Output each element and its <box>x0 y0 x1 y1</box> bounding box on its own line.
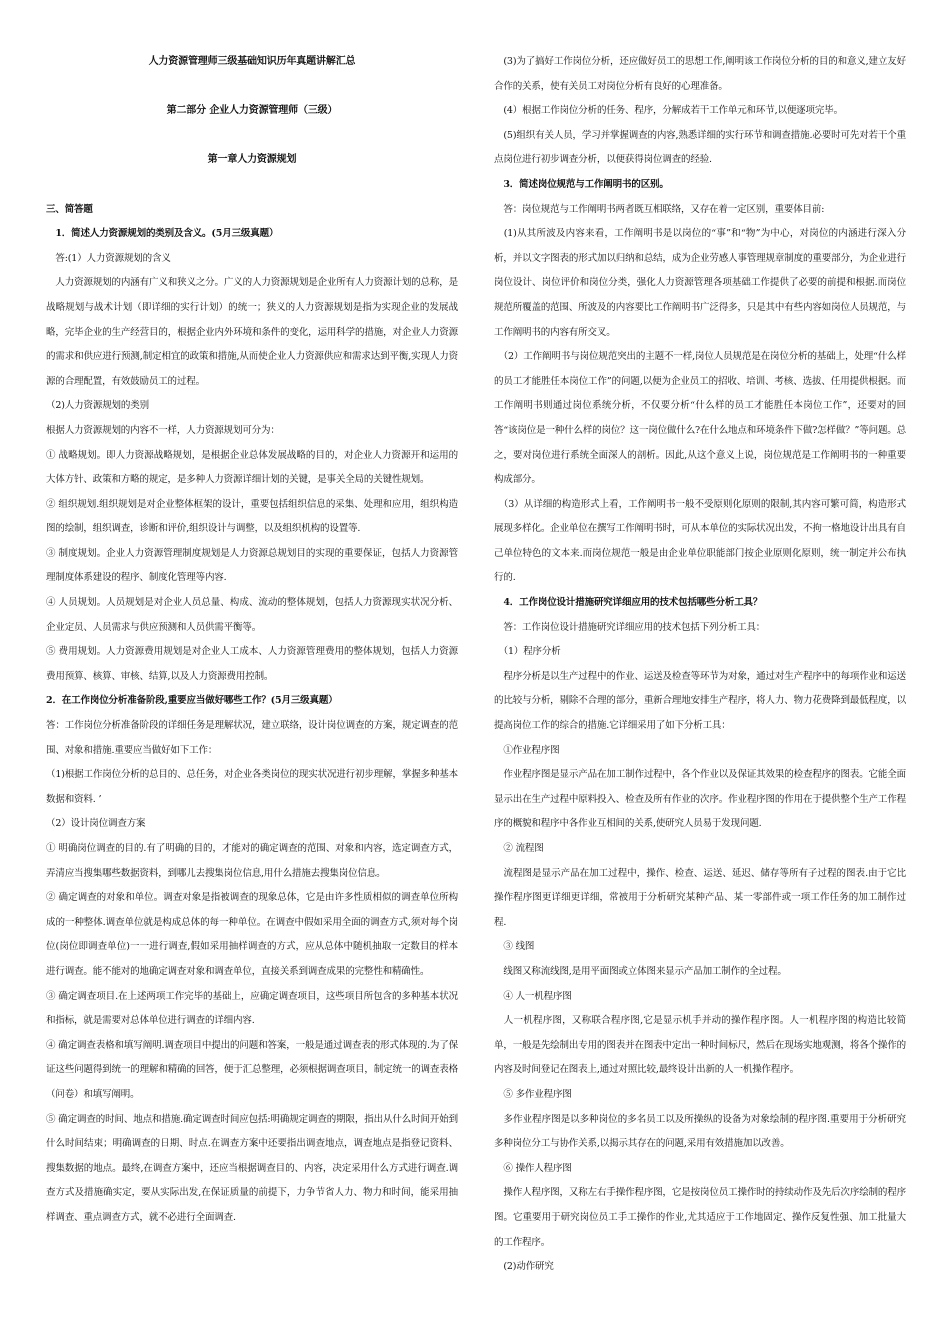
question-heading: 2．在工作岗位分析准备阶段,重要应当做好哪些工作？(5月三级真题） <box>46 695 338 707</box>
left-column <box>46 50 458 1231</box>
paragraph: ④ 确定调查表格和填写阐明.调查项目中提出的问题和答案，一般是通过调查表的形式体现的.为了保证这些问题得到统一的理解和精确的回答，便于汇总整理，必须根据调查项目，制定统一的调查表格（问卷）和填写阐明。 <box>46 1039 458 1100</box>
heading: 第一章人力资源规划 <box>207 154 297 166</box>
paragraph: (5)组织有关人员，学习并掌握调查的内容,熟悉详细的实行环节和调查措施.必要时可先对若干个重点岗位进行初步调查分析，以便获得岗位调查的经验. <box>494 129 906 166</box>
paragraph: ③ 确定调查项目.在上述两项工作完毕的基础上，应确定调查项目，这些项目所包含的多种基本状况和指标，就是需要对总体单位进行调查的详细内容. <box>46 990 458 1027</box>
paragraph: (1)从其所波及内容来看，工作阐明书是以岗位的“事”和“物”为中心，对岗位的内涵进行深入分析，并以文字图表的形式加以归纳和总结，成为企业劳感人事管理规章制度的重要部分，为企业进行岗位设计、岗位评价和岗位分类，强化人力资源管理各项基础工作提供了必要的前提和根据.而岗位规范所覆盖的范围、所波及的内容要比工作阐明书广泛得多，只是其中有些内容如岗位人员规范，与工作阐明书的内容有所交叉。 <box>494 228 906 338</box>
paragraph: (4）根据工作岗位分析的任务、程序，分解成若干工作单元和环节,以便逐项完毕。 <box>494 105 843 117</box>
paragraph: ①作业程序图 <box>494 744 560 756</box>
heading: 人力资源管理师三级基础知识历年真题讲解汇总 <box>148 56 356 67</box>
question-heading: 3．简述岗位规范与工作阐明书的区别。 <box>494 178 669 190</box>
paragraph: 答:(1）人力资源规划的含义 <box>46 252 171 264</box>
right-column <box>494 50 906 1280</box>
paragraph: 多作业程序图是以多种岗位的多名员工以及所操纵的设备为对象绘制的程序图.重要用于分析研究多种岗位分工与协作关系,以揭示其存在的问题,采用有效措施加以改善。 <box>494 1113 906 1150</box>
paragraph: （3）从详细的构造形式上看，工作阐明书一般不受原则化原则的限制,其内容可繁可简，构造形式展现多样化。企业单位在撰写工作阐明书时，可从本单位的实际状况出发，不拘一格地设计出具有自己单位特色的文本来.而岗位规范一般是由企业单位职能部门按企业原则化原则，统一制定并公布执行的. <box>494 498 906 584</box>
spacer <box>46 75 458 100</box>
paragraph: （2）工作阐明书与岗位规范突出的主题不一样,岗位人员规范是在岗位分析的基础上，处理“什么样的员工才能胜任本岗位工作”的问题,以便为企业员工的招收、培训、考核、选拔、任用提供根据。而工作阐明书则通过岗位系统分析，不仅要分析“什么样的员工才能胜任本岗位工作”，还要对的回答“该岗位是一种什么样的岗位？这一岗位做什么?在什么地点和环境条件下做?怎样做？”等问题。总之，要对岗位进行系统全面深人的剖析。因此,从这个意义上说，岗位规范是工作阐明书的一种重要构成部分。 <box>494 351 907 486</box>
paragraph: （1）程序分析 <box>494 646 561 658</box>
paragraph: （2）设计岗位调查方案 <box>46 818 146 830</box>
paragraph: 作业程序图是显示产品在加工制作过程中，各个作业以及保证其效果的检查程序的图表。它能全面显示出在生产过程中原料投入、检查及所有作业的次序。作业程序图的作用在于提供整个生产工作程序的概貌和程序中各作业互相间的关系,使研究人员易于发现问题. <box>494 769 906 830</box>
paragraph: 程序分析是以生产过程中的作业、运送及检查等环节为对象，通过对生产程序中的每项作业和运送的比较与分析，剔除不合理的部分，重新合理地安排生产程序，将人力、物力花费降到最低程度，以提高岗位工作的综合的措施.它详细采用了如下分析工具： <box>494 670 906 732</box>
question-heading: 4．工作岗位设计措施研究详细应用的技术包括哪些分析工具？ <box>494 597 763 609</box>
paragraph: ⑥ 操作人程序图 <box>494 1162 572 1174</box>
paragraph: 答：工作岗位分析准备阶段的详细任务是理解状况，建立联络，设计岗位调查的方案，规定调查的范围、对象和措施.重要应当做好如下工作： <box>46 720 458 756</box>
paragraph: 人力资源规划的内涵有广义和狭义之分。广义的人力资源规划是企业所有人力资源计划的总称，是战略规划与战术计划（即详细的实行计划）的统一；狭义的人力资源规划是指为实现企业的发展战略，完毕企业的生产经营目的，根据企业内外环境和条件的变化，运用科学的措施，对企业人力资源的需求和供应进行预测,制定相宜的政策和措施,从而使企业人力资源供应和需求达到平衡,实现人力资源的合理配置，有效鼓励员工的过程。 <box>46 277 458 387</box>
paragraph: 人一机程序图，又称联合程序图,它是显示机手并动的操作程序图。人一机程序图的构造比较简单，一般是先绘制出专用的图表并在图表中定出一种时间标尺，然后在现场实地观测，将各个操作的内容及时间登记在图表上,通过对照比较,最终设计出新的人一机操作程序。 <box>494 1015 906 1076</box>
paragraph: ② 流程图 <box>494 843 544 854</box>
paragraph: (2)动作研究 <box>494 1261 554 1273</box>
spacer <box>46 173 458 198</box>
paragraph: ② 确定调查的对象和单位。调查对象是指被调查的现象总体，它是由许多性质相似的调查单位所构成的一种整体.调查单位就是构成总体的每一种单位。在调查中假如采用全面的调查方式,须对每个岗位(岗位即调查单位)一一进行调查,假如采用抽样调查的方式，应从总体中随机抽取一定数目的样本进行调查。能不能对的地确定调查对象和调查单位，直接关系到调查成果的完整性和精确性。 <box>46 892 458 977</box>
paragraph: 操作人程序图，又称左右手操作程序图，它是按岗位员工操作时的持续动作及先后次序绘制的程序图。它重要用于研究岗位员工手工操作的作业,尤其适应于工作地固定、操作反复性强、加工批量大的工作程序。 <box>494 1187 906 1248</box>
paragraph: ④ 人员规划。人员规划是对企业人员总量、构成、流动的整体规划，包括人力资源现实状况分析、企业定员、人员需求与供应预测和人员供需平衡等。 <box>46 597 458 633</box>
question-heading: 1．简述人力资源规划的类别及含义。(5月三级真题） <box>46 228 279 240</box>
paragraph: ③ 制度规划。企业人力资源管理制度规划是人力资源总规划目的实现的重要保证，包括人力资源管理制度体系建设的程序、制度化管理等内容. <box>46 547 458 584</box>
paragraph: 线图又称流线图,是用平面图或立体图来显示产品加工制作的全过程。 <box>494 965 787 977</box>
paragraph: 答：工作岗位设计措施研究详细应用的技术包括下列分析工具： <box>494 621 766 633</box>
paragraph: ④ 人一机程序图 <box>494 990 572 1002</box>
paragraph: 答：岗位规范与工作阐明书两者既互相联络，又存在着一定区别，重要体目前: <box>494 203 825 215</box>
heading: 第二部分 企业人力资源管理师（三级） <box>166 105 338 117</box>
paragraph: ⑤ 多作业程序图 <box>494 1088 572 1100</box>
paragraph: ⑤ 费用规划。人力资源费用规划是对企业人工成本、人力资源管理费用的整体规划，包括人力资源费用预算、核算、审核、结算,以及人力资源费用控制。 <box>46 646 458 682</box>
paragraph: （2)人力资源规划的类别 <box>46 400 149 412</box>
paragraph: 流程图是显示产品在加工过程中，操作、检查、运送、延迟、储存等所有子过程的图表.由于它比操作程序图更详细更详细，常被用于分析研究某种产品、某一零部件或一项工作任务的加工制作过程. <box>494 867 906 928</box>
question-heading: 三、简答题 <box>46 203 93 215</box>
paragraph: ② 组织规划.组织规划是对企业整体框架的设计，重要包括组织信息的采集、处理和应用，组织构造图的绘制，组织调查，诊断和评价,组织设计与调整，以及组织机构的设置等. <box>46 498 458 535</box>
paragraph: （1)根据工作岗位分析的总目的、总任务，对企业各类岗位的现实状况进行初步理解，掌握多种基本数据和资料. ’ <box>46 769 458 805</box>
paragraph: 根据人力资源规划的内容不一样，人力资源规划可分为： <box>46 424 280 436</box>
paragraph: (3)为了搞好工作岗位分析，还应做好员工的思想工作,阐明该工作岗位分析的目的和意义,建立友好合作的关系，使有关员工对岗位分析有良好的心理准备。 <box>494 56 906 92</box>
paragraph: ① 战略规划。即人力资源战略规划，是根据企业总体发展战略的目的，对企业人力资源开和运用的大体方针、政策和方略的规定，是多种人力资源详细计划的关键，是事关全局的关键性规划。 <box>46 449 458 486</box>
paragraph: ⑤ 确定调查的时间、地点和措施.确定调查时间应包括:明确规定调查的期限，指出从什么时间开始到什么时间结束；明确调查的日期、时点.在调查方案中还要指出调查地点，调查地点是指登记资料、搜集数据的地点。最终,在调查方案中，还应当根据调查目的、内容，决定采用什么方式进行调查.调查方式及措施确实定，要从实际出发,在保证质量的前提下，力争节省人力、物力和时间，能采用抽样调查、重点调查方式，就不必进行全面调查. <box>46 1113 458 1223</box>
spacer <box>46 124 458 149</box>
paragraph: ③ 线图 <box>494 941 535 953</box>
paragraph: ① 明确岗位调查的目的.有了明确的目的，才能对的确定调查的范围、对象和内容，选定调查方式，弄清应当搜集哪些数据资料，到哪儿去搜集岗位信息,用什么措施去搜集岗位信息。 <box>46 843 458 879</box>
